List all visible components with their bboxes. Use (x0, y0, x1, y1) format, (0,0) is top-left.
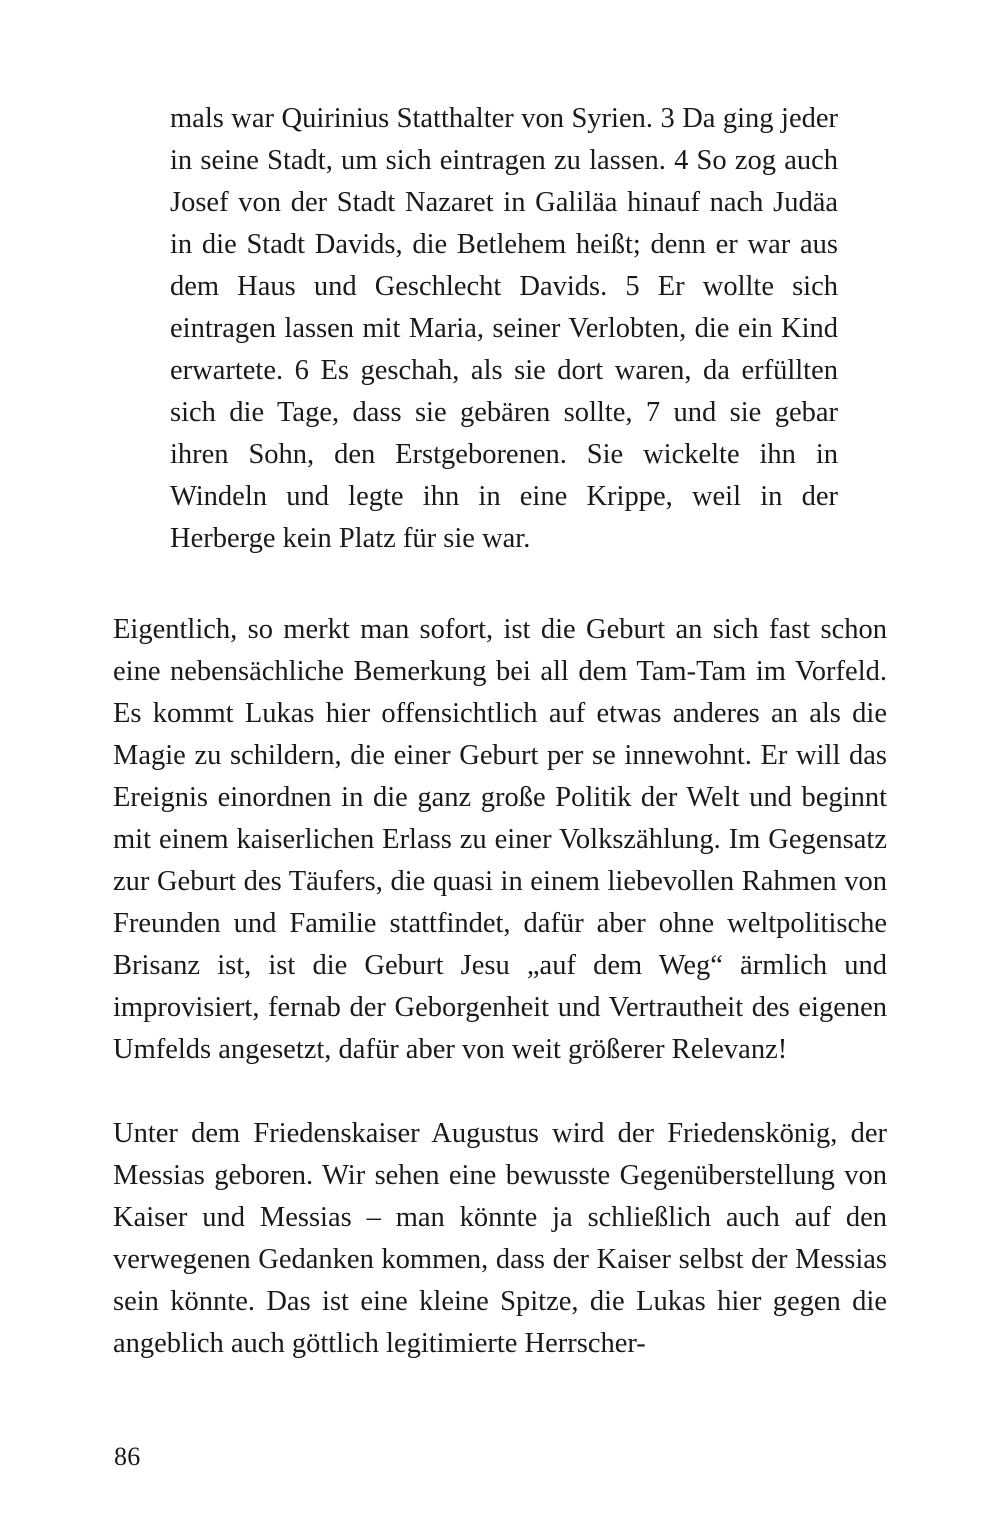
scripture-quotation: mals war Quirinius Statthalter von Syrien. 3 Da ging jeder in seine Stadt, um sich eintragen zu lassen. 4 So zog auch Josef von der Stadt Nazaret in Galiläa hinauf nach Judäa in die Stadt Davids, die Betlehem heißt; denn er war aus dem Haus und Geschlecht Davids. 5 Er wollte sich eintragen lassen mit Maria, seiner Verlobten, die ein Kind erwartete. 6 Es geschah, als sie dort waren, da erfüllten sich die Tage, dass sie gebären sollte, 7 und sie gebar ihren Sohn, den Erstgeborenen. Sie wickelte ihn in Windeln und legte ihn in eine Krippe, weil in der Herberge kein Platz für sie war. (170, 103, 838, 554)
page-number: 86 (114, 1442, 141, 1471)
spacer-between-paragraphs (113, 1071, 887, 1113)
commentary-paragraph-2: Unter dem Friedenskaiser Augustus wird der Friedenskönig, der Messias geboren. Wir sehen eine bewusste Gegenüberstellung von Kaiser und Messias – man könnte ja schließlich auch auf den verwegenen Gedanken kommen, dass der Kaiser selbst der Messias sein könnte. Das ist eine kleine Spitze, die Lukas hier gegen die angeblich auch göttlich legitimierte Herrscher- (113, 1118, 887, 1359)
commentary-paragraph-1: Eigentlich, so merkt man sofort, ist die Geburt an sich fast schon eine nebensächliche Bemerkung bei all dem Tam-Tam im Vorfeld. Es kommt Lukas hier offensichtlich auf etwas anderes an als die Magie zu schildern, die einer Geburt per se innewohnt. Er will das Ereignis einordnen in die ganz große Politik der Welt und beginnt mit einem kaiserlichen Erlass zu einer Volkszählung. Im Gegensatz zur Geburt des Täufers, die quasi in einem liebevollen Rahmen von Freunden und Familie stattfindet, dafür aber ohne weltpolitische Brisanz ist, ist die Geburt Jesu „auf dem Weg“ ärmlich und improvisiert, fernab der Geborgenheit und Vertrautheit des eigenen Umfelds angesetzt, dafür aber von weit größerer Relevanz! (113, 614, 887, 1065)
spacer-after-quotation (113, 560, 887, 609)
text-column (113, 98, 887, 1365)
